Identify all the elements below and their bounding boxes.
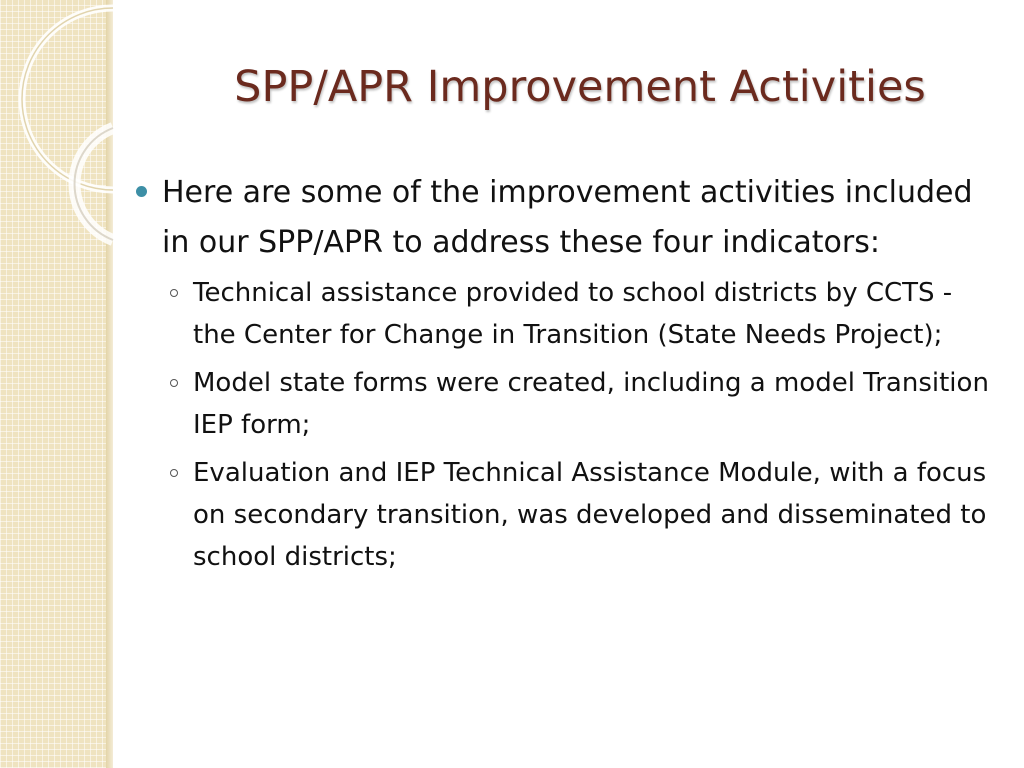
main-bullet (130, 168, 1000, 268)
sub-bullet (130, 272, 1000, 356)
sub-bullet-text: Model state forms were created, including a model Transition IEP form; (193, 368, 989, 440)
slide-title: SPP/APR Improvement Activities (234, 62, 926, 112)
main-bullet-text: Here are some of the improvement activities included in our SPP/APR to address these four indicators: (162, 175, 973, 260)
sub-bullet-list (130, 272, 1000, 578)
hollow-circle-bullet-icon (170, 469, 178, 477)
slide-content (130, 168, 1000, 584)
hollow-circle-bullet-icon (170, 289, 178, 297)
bullet-dot-icon (136, 186, 147, 197)
sub-bullet-text: Technical assistance provided to school districts by CCTS - the Center for Change in Transition (State Needs Project); (193, 278, 953, 350)
sub-bullet-text: Evaluation and IEP Technical Assistance Module, with a focus on secondary transition, was developed and disseminated to school districts; (193, 458, 987, 572)
sub-bullet (130, 452, 1000, 578)
hollow-circle-bullet-icon (170, 379, 178, 387)
sub-bullet (130, 362, 1000, 446)
